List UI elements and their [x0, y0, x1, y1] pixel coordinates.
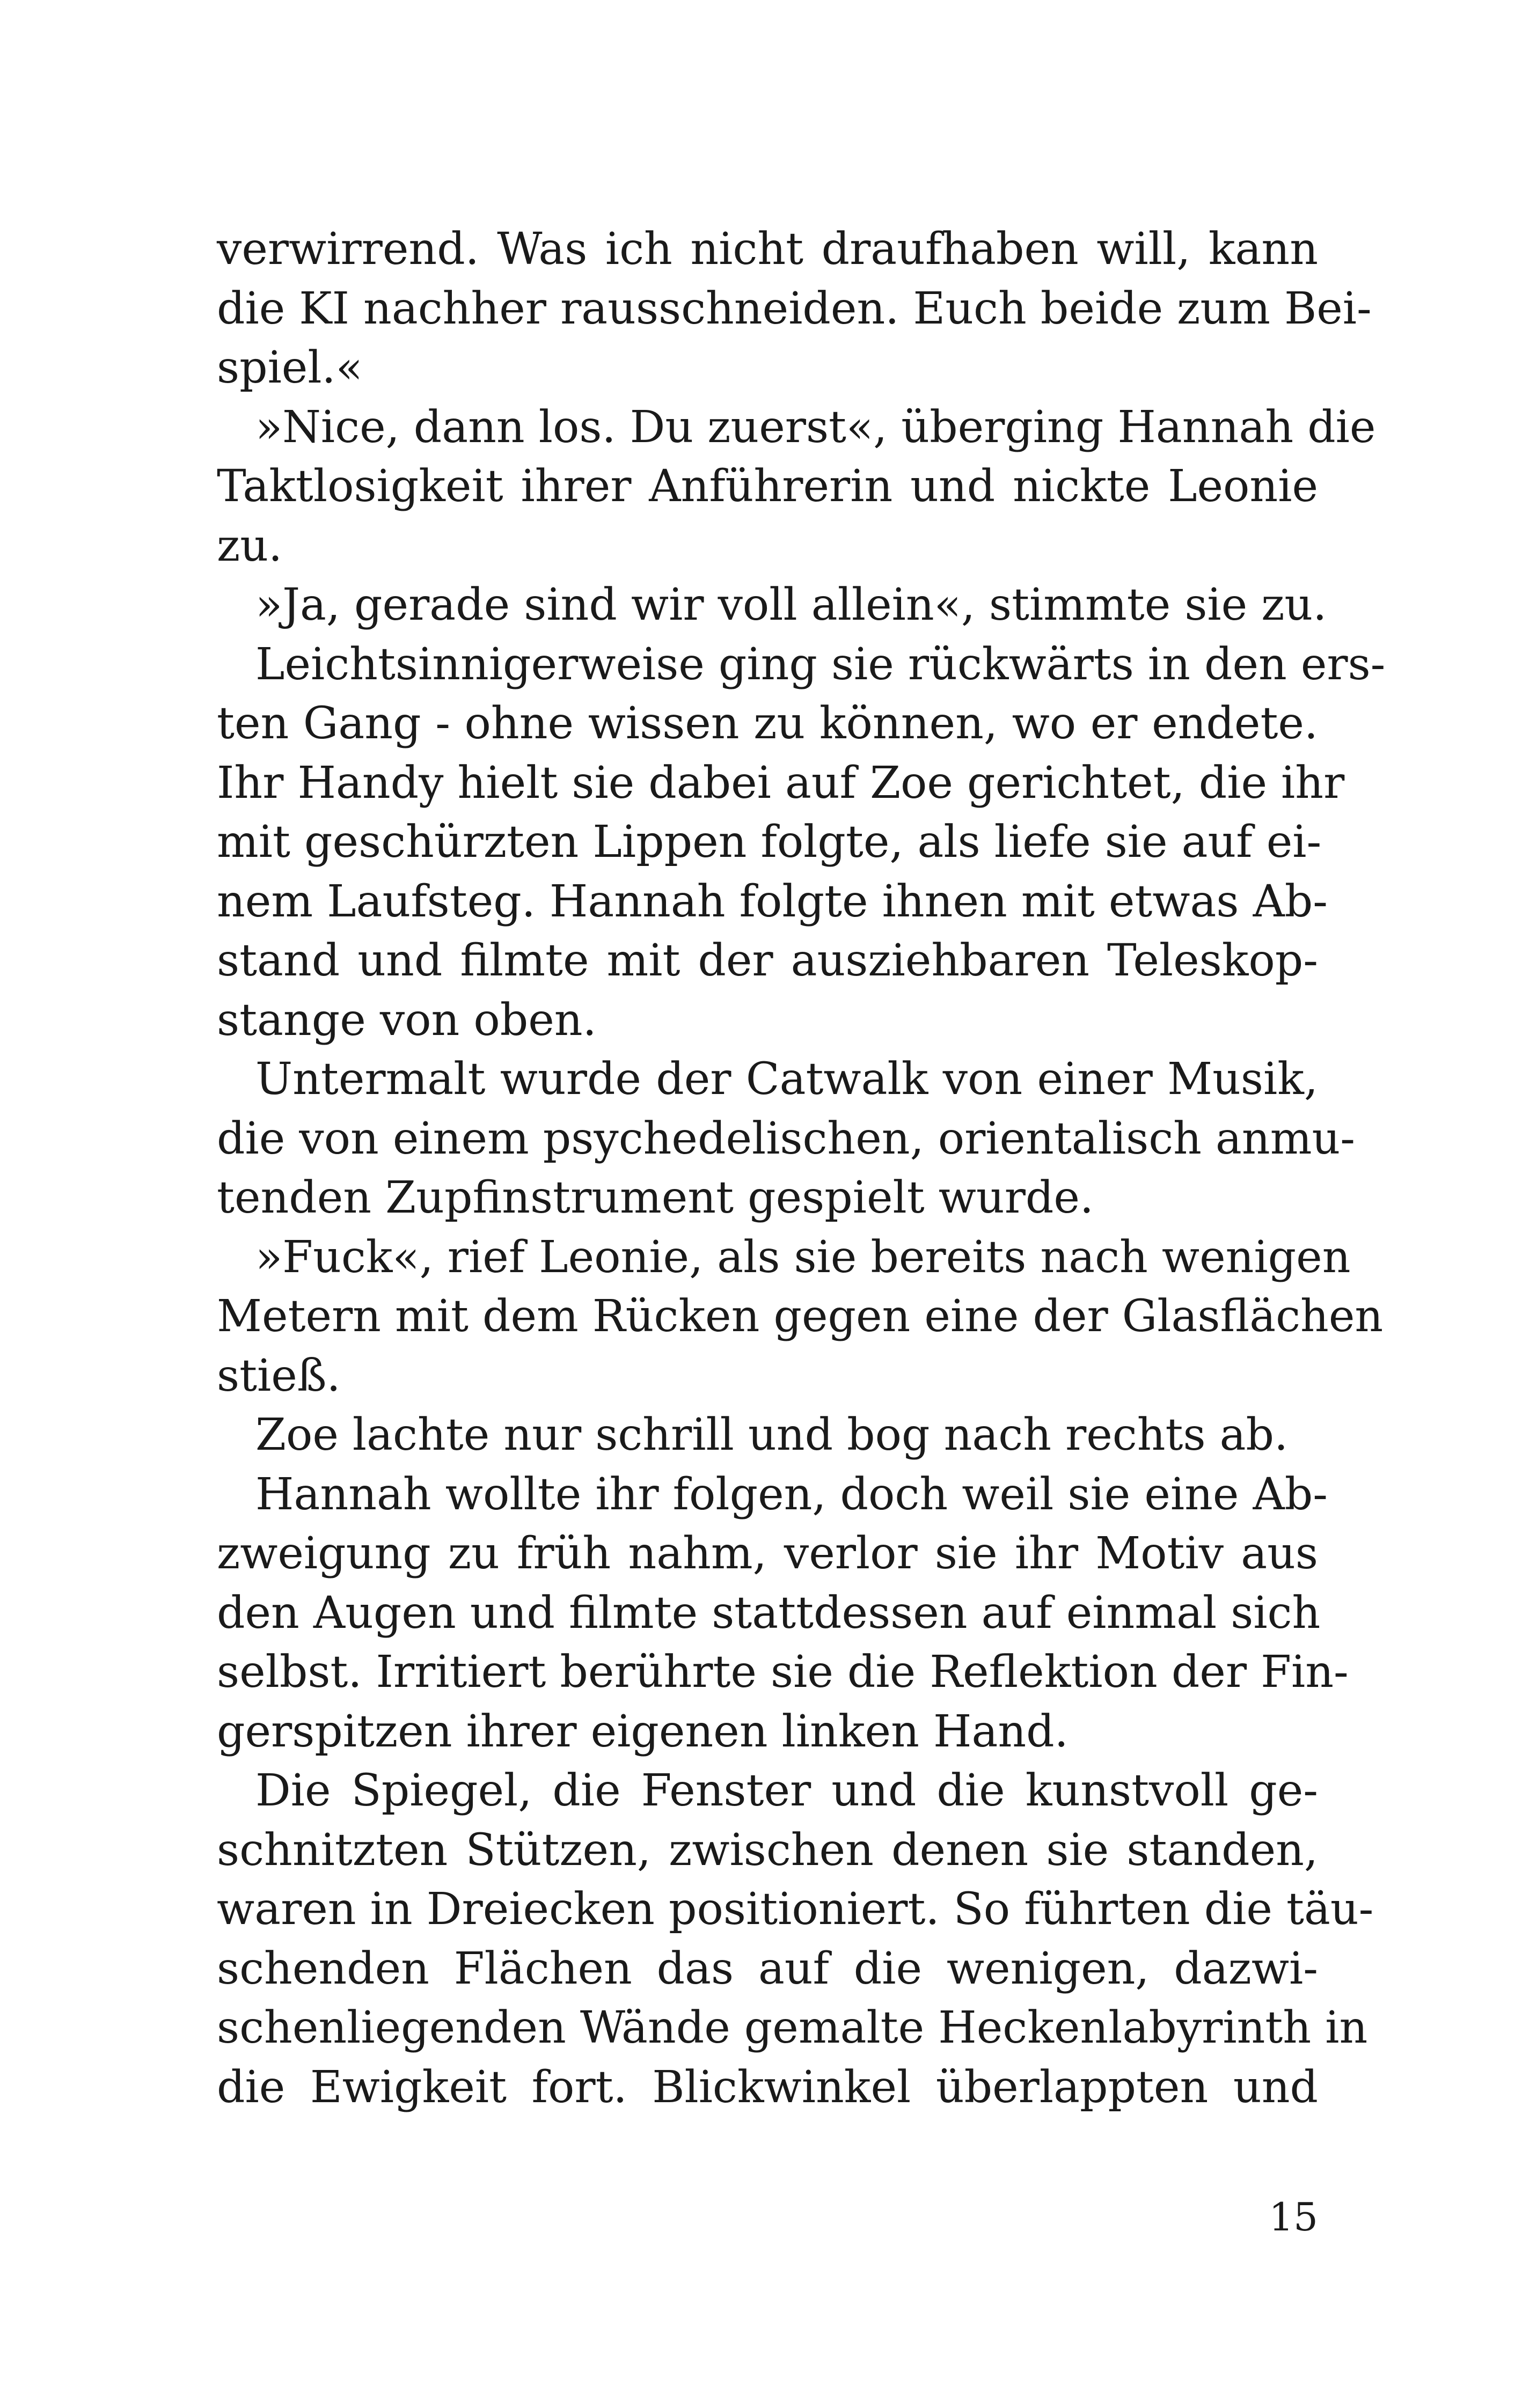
text-line: Hannah wollte ihr folgen, doch weil sie eine Ab- [255, 1469, 1328, 1520]
text-line: tenden Zupfinstrument gespielt wurde. [217, 1172, 1094, 1223]
text-line: Zoe lachte nur schrill und bog nach rechts ab. [255, 1409, 1289, 1460]
text-line: Taktlosigkeit ihrer Anführerin und nickte Leonie [217, 461, 1318, 512]
text-line: schnitzten Stützen, zwischen denen sie standen, [217, 1824, 1318, 1876]
page-number: 15 [1269, 2194, 1318, 2240]
text-line: »Nice, dann los. Du zuerst«, überging Hannah die [255, 401, 1376, 453]
text-line: stand und filmte mit der ausziehbaren Teleskop- [217, 935, 1318, 986]
text-line: Untermalt wurde der Catwalk von einer Musik, [255, 1054, 1318, 1105]
text-line: Leichtsinnigerweise ging sie rückwärts in den ers- [255, 638, 1386, 690]
text-line: ten Gang - ohne wissen zu können, wo er endete. [217, 698, 1318, 749]
text-line: die von einem psychedelischen, orientalisch anmu- [217, 1113, 1355, 1164]
text-line: Ihr Handy hielt sie dabei auf Zoe gerichtet, die ihr [217, 757, 1345, 809]
text-line: Metern mit dem Rücken gegen eine der Glasflächen [217, 1291, 1384, 1342]
page-body-text [217, 220, 1386, 2117]
text-line: verwirrend. Was ich nicht draufhaben will, kann [217, 224, 1318, 275]
text-line: schenliegenden Wände gemalte Heckenlabyrinth in [217, 2002, 1368, 2053]
text-line: mit geschürzten Lippen folgte, als liefe sie auf ei- [217, 817, 1322, 868]
text-line: zweigung zu früh nahm, verlor sie ihr Motiv aus [217, 1528, 1318, 1579]
text-line: zu. [217, 520, 283, 571]
text-line: »Ja, gerade sind wir voll allein«, stimmte sie zu. [255, 579, 1327, 630]
text-line: gerspitzen ihrer eigenen linken Hand. [217, 1706, 1069, 1757]
text-line: spiel.« [217, 342, 363, 393]
text-line: stange von oben. [217, 994, 597, 1046]
text-line: die KI nachher rausschneiden. Euch beide zum Bei- [217, 283, 1372, 334]
text-line: »Fuck«, rief Leonie, als sie bereits nach wenigen [255, 1231, 1351, 1283]
text-line: schenden Flächen das auf die wenigen, dazwi- [217, 1943, 1318, 1994]
text-line: selbst. Irritiert berührte sie die Reflektion der Fin- [217, 1647, 1349, 1698]
text-line: waren in Dreiecken positioniert. So führten die täu- [217, 1884, 1374, 1935]
text-line: die Ewigkeit fort. Blickwinkel überlappten und [217, 2061, 1318, 2113]
text-line: stieß. [217, 1350, 341, 1401]
text-line: nem Laufsteg. Hannah folgte ihnen mit etwas Ab- [217, 876, 1328, 927]
text-line: den Augen und filmte stattdessen auf einmal sich [217, 1587, 1321, 1639]
text-line: Die Spiegel, die Fenster und die kunstvoll ge- [255, 1765, 1318, 1816]
